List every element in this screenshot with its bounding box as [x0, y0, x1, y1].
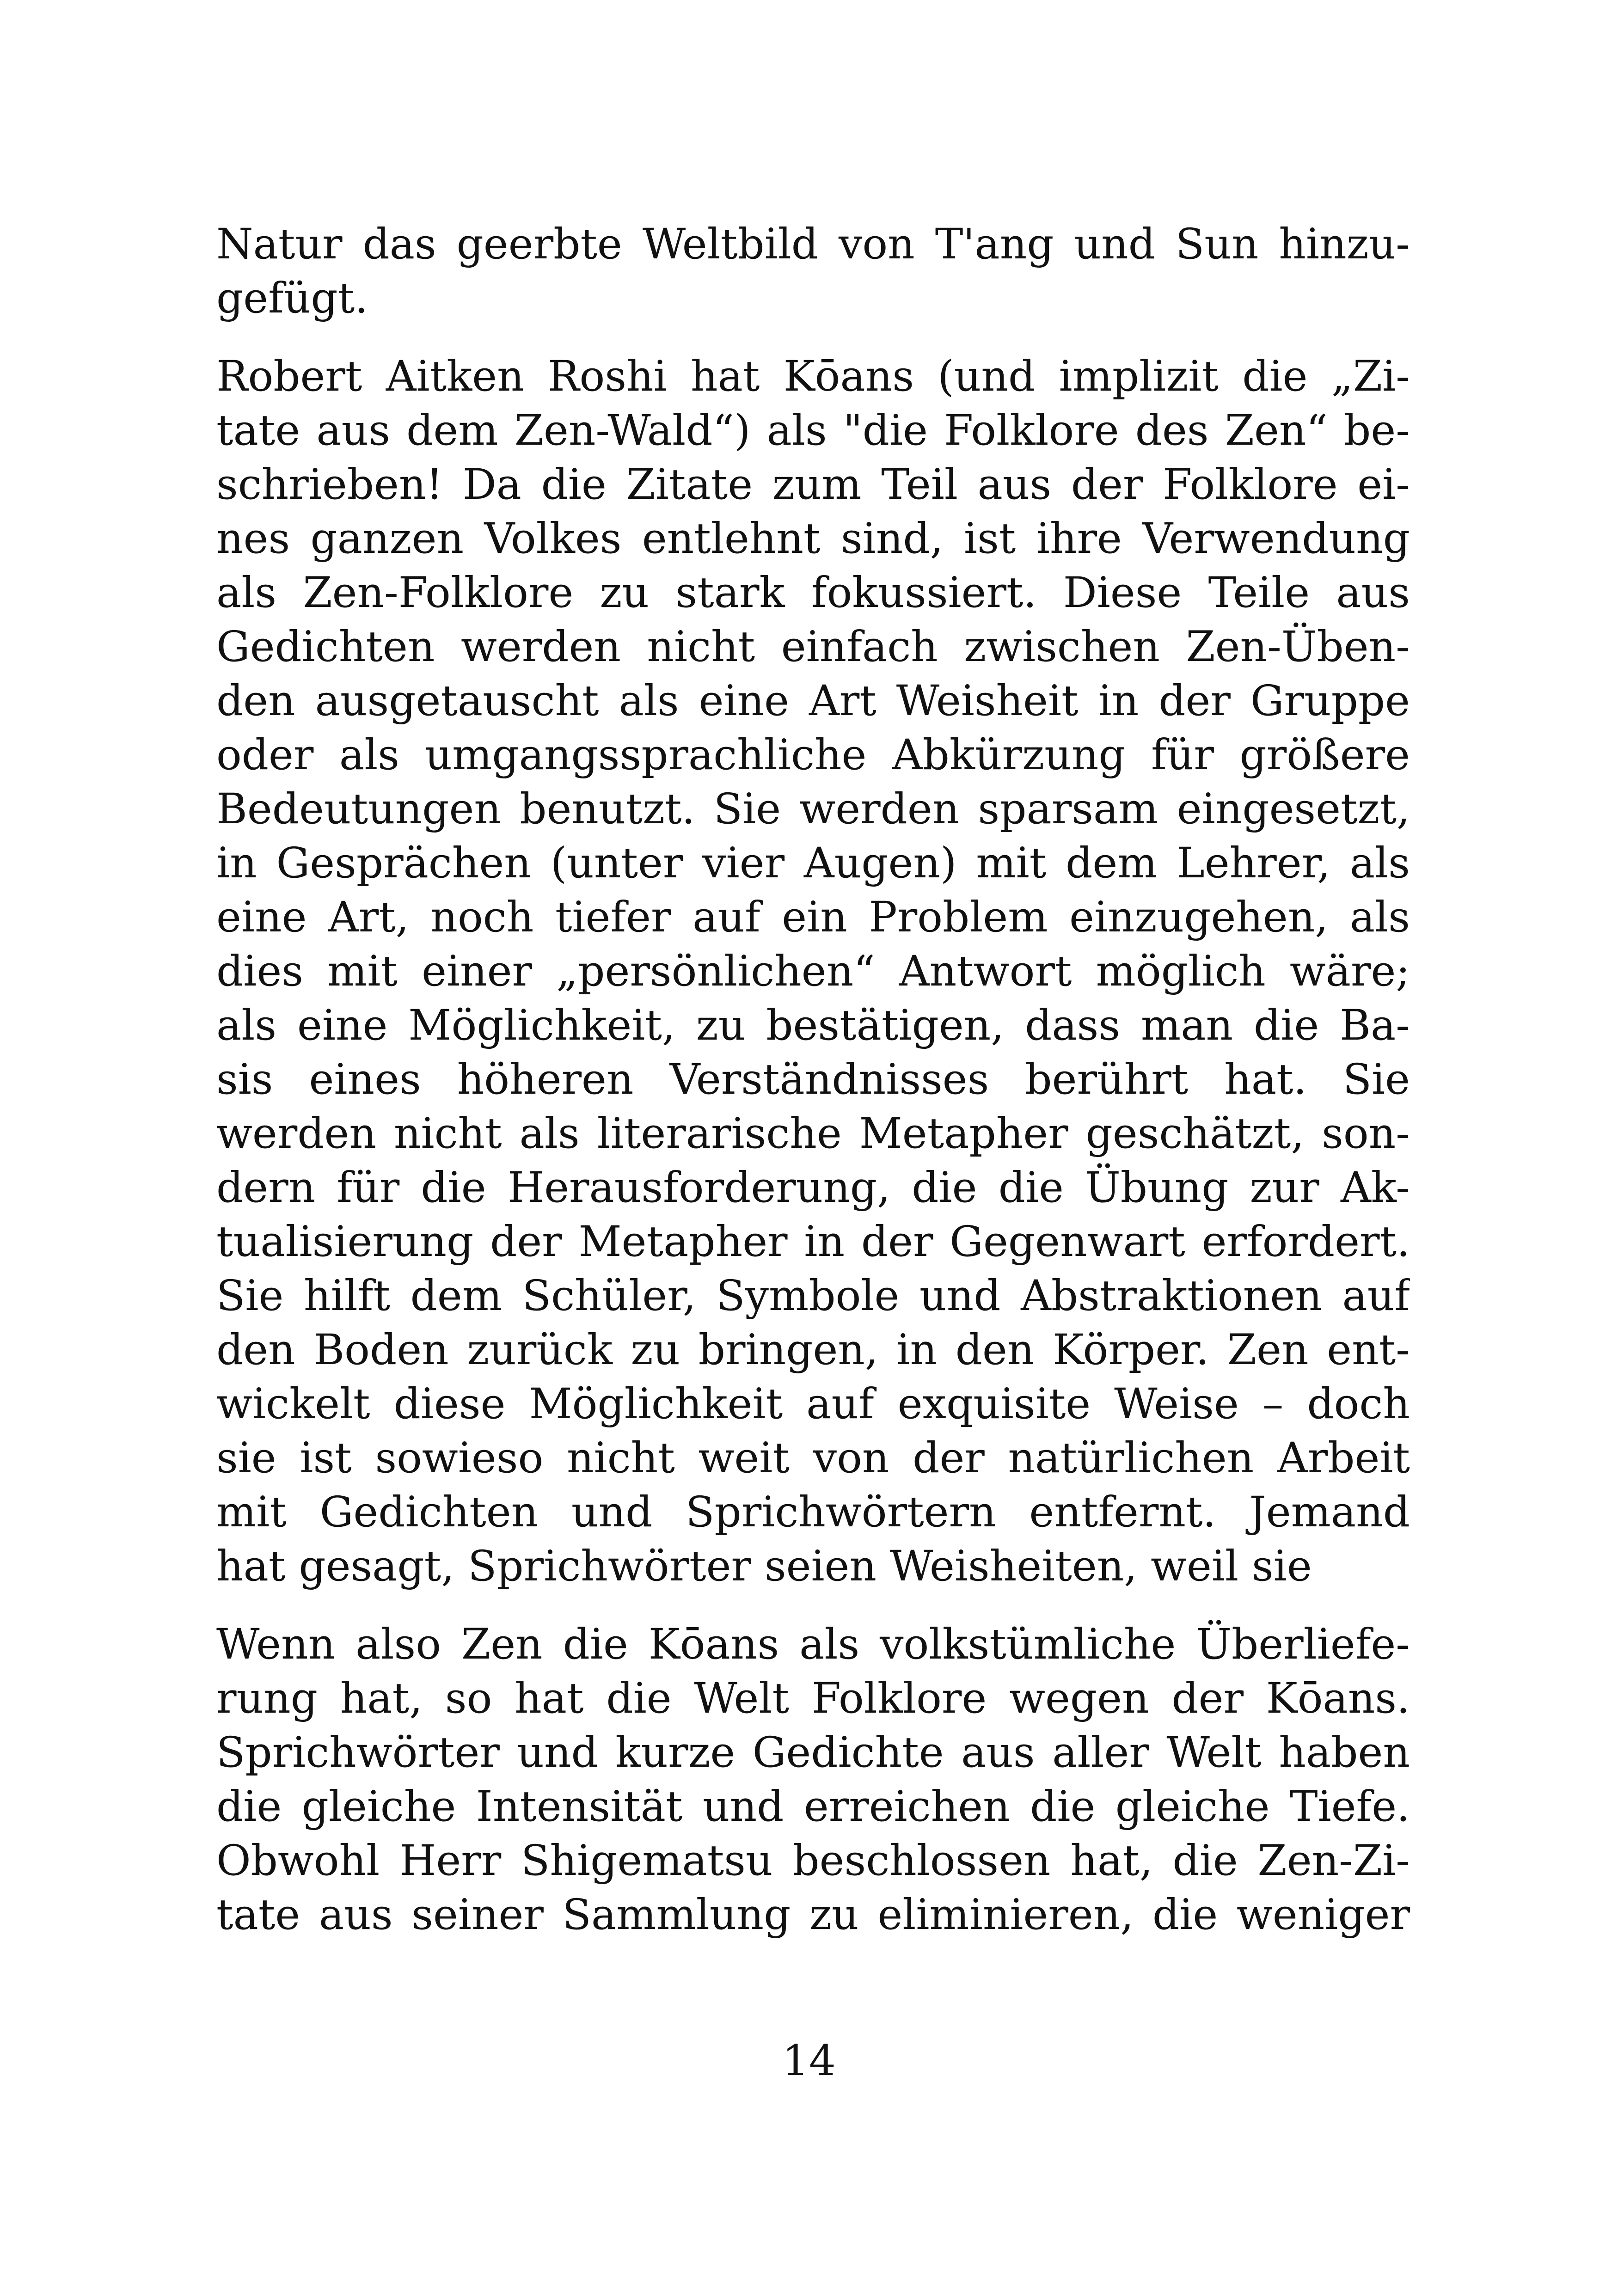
text-line: oder als umgangssprachliche Abkürzung für größere [216, 731, 1410, 779]
body-text [216, 217, 1410, 1942]
paragraph [216, 349, 1410, 1593]
text-line: Bedeutungen benutzt. Sie werden sparsam eingesetzt, [216, 785, 1410, 833]
text-line: Natur das geerbte Weltbild von T'ang und Sun hinzu- [216, 220, 1410, 269]
text-line: Robert Aitken Roshi hat Kōans (und implizit die „Zi- [216, 352, 1410, 401]
text-line: eine Art, noch tiefer auf ein Problem einzugehen, als [216, 893, 1410, 942]
text-line: Wenn also Zen die Kōans als volkstümliche Überliefe- [216, 1620, 1410, 1669]
text-line: die gleiche Intensität und erreichen die gleiche Tiefe. [216, 1782, 1410, 1831]
paragraph [216, 1617, 1410, 1942]
page-number: 14 [782, 2037, 836, 2085]
text-line: rung hat, so hat die Welt Folklore wegen der Kōans. [216, 1674, 1410, 1723]
text-line: Gedichten werden nicht einfach zwischen Zen-Üben- [216, 623, 1410, 671]
text-line: in Gesprächen (unter vier Augen) mit dem Lehrer, als [216, 839, 1410, 888]
paragraph [216, 217, 1410, 325]
text-line: als eine Möglichkeit, zu bestätigen, dass man die Ba- [216, 1001, 1410, 1050]
text-line: tate aus dem Zen-Wald“) als "die Folklore des Zen“ be- [216, 406, 1410, 455]
text-line: dern für die Herausforderung, die die Übung zur Ak- [216, 1163, 1410, 1212]
text-line: werden nicht als literarische Metapher geschätzt, son- [216, 1109, 1410, 1158]
text-line: tualisierung der Metapher in der Gegenwart erfordert. [216, 1218, 1410, 1266]
text-line: als Zen-Folklore zu stark fokussiert. Diese Teile aus [216, 569, 1410, 617]
text-line: mit Gedichten und Sprichwörtern entfernt. Jemand [216, 1488, 1410, 1537]
text-line: den ausgetauscht als eine Art Weisheit in der Gruppe [216, 677, 1410, 725]
text-line: Obwohl Herr Shigematsu beschlossen hat, die Zen-Zi- [216, 1837, 1410, 1885]
text-line: sie ist sowieso nicht weit von der natürlichen Arbeit [216, 1434, 1410, 1482]
text-line: gefügt. [216, 274, 368, 323]
text-line: Sprichwörter und kurze Gedichte aus aller Welt haben [216, 1728, 1410, 1777]
text-line: wickelt diese Möglichkeit auf exquisite Weise – doch [216, 1380, 1410, 1428]
text-line: sis eines höheren Verständnisses berührt hat. Sie [216, 1055, 1410, 1104]
text-line: schrieben! Da die Zitate zum Teil aus der Folklore ei- [216, 460, 1410, 509]
text-line: den Boden zurück zu bringen, in den Körper. Zen ent- [216, 1326, 1410, 1374]
text-line: tate aus seiner Sammlung zu eliminieren, die weniger [216, 1891, 1410, 1939]
text-line: hat gesagt, Sprichwörter seien Weisheiten, weil sie [216, 1542, 1312, 1591]
text-line: dies mit einer „persönlichen“ Antwort möglich wäre; [216, 947, 1410, 996]
text-line: nes ganzen Volkes entlehnt sind, ist ihre Verwendung [216, 514, 1410, 563]
text-line: Sie hilft dem Schüler, Symbole und Abstraktionen auf [216, 1272, 1410, 1320]
